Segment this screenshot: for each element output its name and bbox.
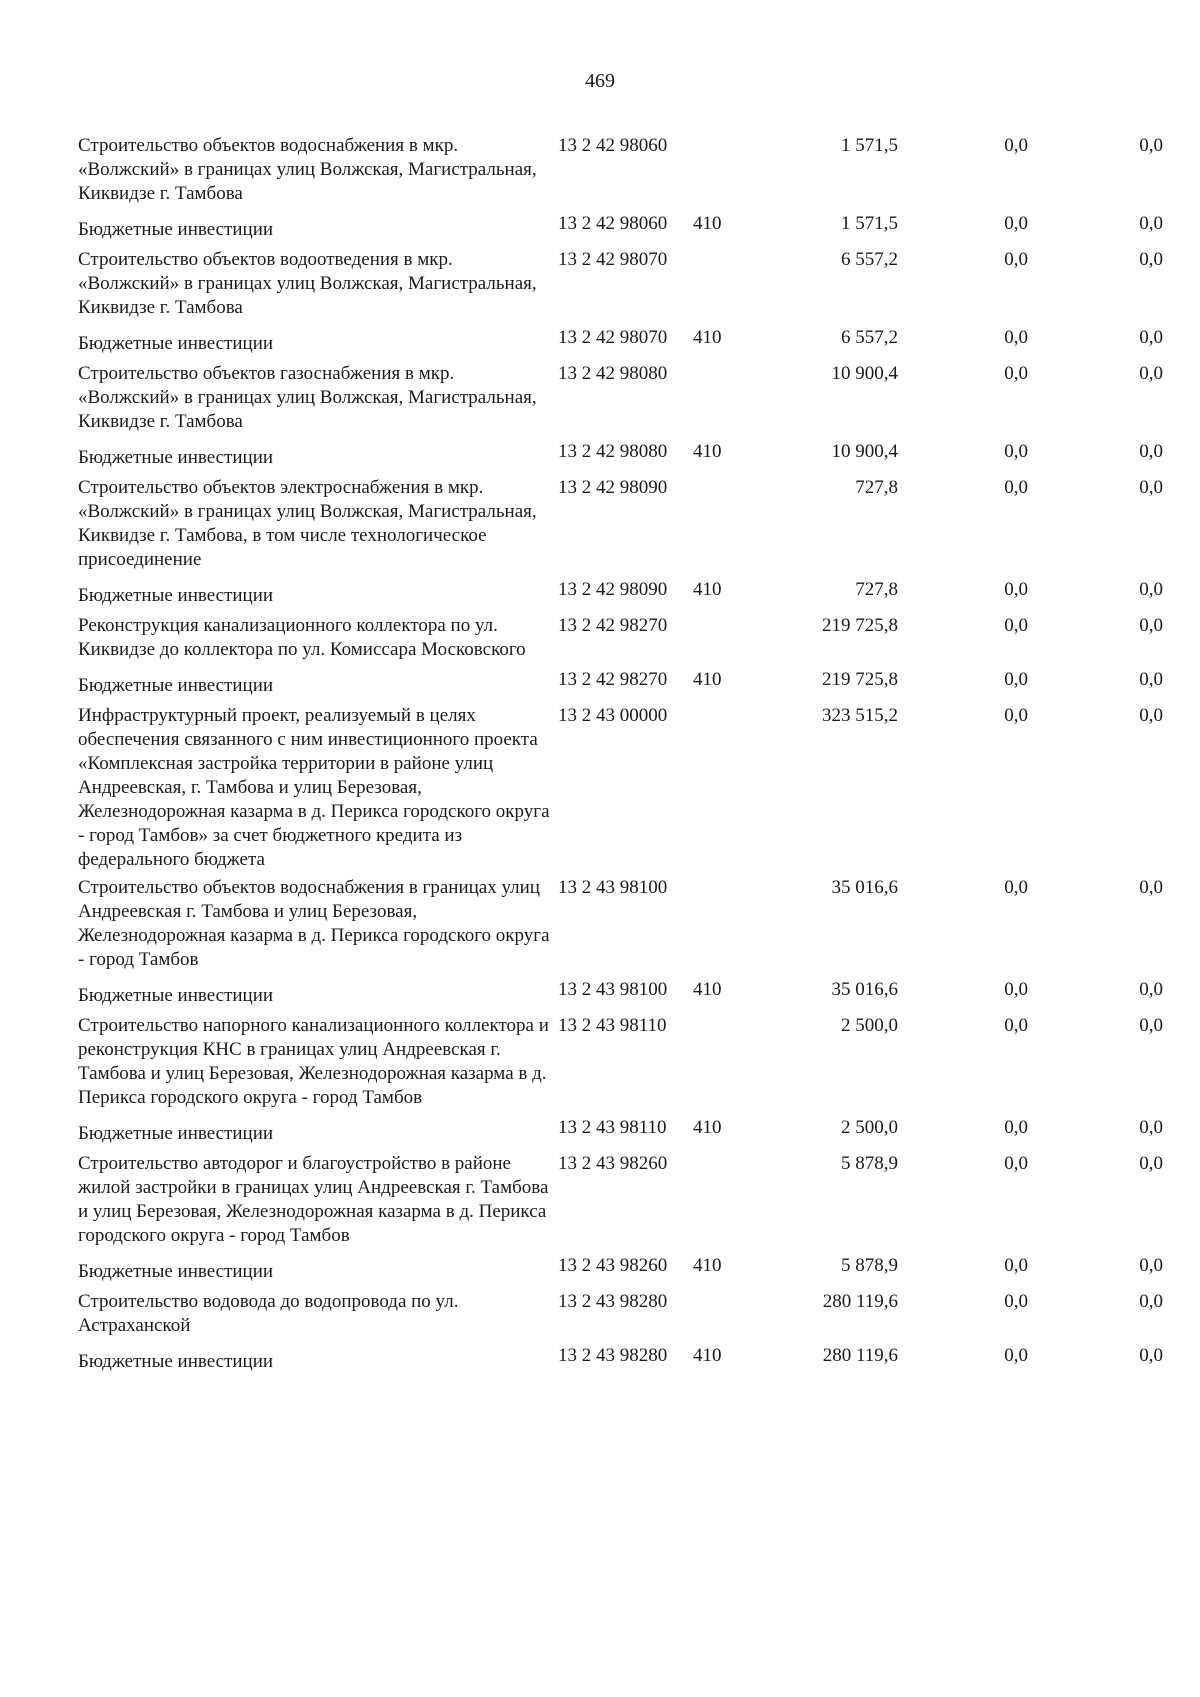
row-amount-year-2: 0,0: [1004, 705, 1028, 726]
row-expense-kind: 410: [693, 1345, 722, 1366]
table-row: [78, 1290, 1178, 1338]
row-amount-year-1: 10 900,4: [831, 363, 898, 384]
row-amount-year-3: 0,0: [1139, 477, 1163, 498]
table-row: [78, 212, 1178, 242]
row-name: Строительство автодорог и благоустройство в районе жилой застройки в границах улиц Андреевская г. Тамбова и улиц Березовая, Железнодорожная казарма в д. Перикса городского округа - город Тамбов: [78, 1153, 549, 1246]
row-expense-kind: 410: [693, 213, 722, 234]
row-code: 13 2 42 98060: [558, 135, 668, 156]
row-expense-kind: 410: [693, 579, 722, 600]
row-name: Строительство напорного канализационного коллектора и реконструкция КНС в границах улиц Андреевская г. Тамбова и улиц Березовая, Железнодорожная казарма в д. Перикса городского округа - город Тамбов: [78, 1015, 549, 1108]
row-amount-year-3: 0,0: [1139, 1345, 1163, 1366]
row-amount-year-3: 0,0: [1139, 1291, 1163, 1312]
row-code: 13 2 42 98270: [558, 615, 668, 636]
row-amount-year-2: 0,0: [1004, 579, 1028, 600]
row-name: Инфраструктурный проект, реализуемый в целях обеспечения связанного с ним инвестиционного проекта «Комплексная застройка территории в районе улиц Андреевская, г. Тамбова и улиц Березовая, Железнодорожная казарма в д. Перикса городского округа - город Тамбов» за счет бюджетного кредита из федерального бюджета: [78, 705, 550, 870]
row-code: 13 2 42 98080: [558, 363, 668, 384]
table-row: [78, 978, 1178, 1008]
row-code: 13 2 43 98280: [558, 1291, 668, 1312]
table-row: [78, 876, 1178, 972]
row-amount-year-3: 0,0: [1139, 669, 1163, 690]
row-name: Строительство объектов водоснабжения в мкр. «Волжский» в границах улиц Волжская, Магистральная, Киквидзе г. Тамбова: [78, 135, 537, 204]
row-name: Бюджетные инвестиции: [78, 585, 274, 606]
row-amount-year-2: 0,0: [1004, 249, 1028, 270]
row-amount-year-2: 0,0: [1004, 1015, 1028, 1036]
table-row: [78, 362, 1178, 434]
row-amount-year-2: 0,0: [1004, 363, 1028, 384]
row-name: Бюджетные инвестиции: [78, 1351, 274, 1372]
row-amount-year-2: 0,0: [1004, 877, 1028, 898]
row-amount-year-3: 0,0: [1139, 213, 1163, 234]
row-code: 13 2 42 98070: [558, 327, 668, 348]
row-expense-kind: 410: [693, 979, 722, 1000]
row-name: Реконструкция канализационного коллектора по ул. Киквидзе до коллектора по ул. Комиссара Московского: [78, 615, 526, 660]
row-name: Бюджетные инвестиции: [78, 1123, 274, 1144]
table-row: [78, 578, 1178, 608]
row-amount-year-3: 0,0: [1139, 979, 1163, 1000]
row-code: 13 2 42 98090: [558, 579, 668, 600]
row-code: 13 2 42 98270: [558, 669, 668, 690]
table-row: [78, 614, 1178, 662]
row-amount-year-1: 219 725,8: [822, 615, 898, 636]
row-name: Бюджетные инвестиции: [78, 333, 274, 354]
row-amount-year-3: 0,0: [1139, 441, 1163, 462]
row-expense-kind: 410: [693, 1255, 722, 1276]
row-amount-year-3: 0,0: [1139, 877, 1163, 898]
row-amount-year-2: 0,0: [1004, 1345, 1028, 1366]
row-expense-kind: 410: [693, 441, 722, 462]
row-expense-kind: 410: [693, 669, 722, 690]
row-amount-year-1: 1 571,5: [841, 213, 898, 234]
row-code: 13 2 43 98260: [558, 1255, 668, 1276]
table-row: [78, 248, 1178, 320]
row-amount-year-1: 6 557,2: [841, 249, 898, 270]
row-amount-year-2: 0,0: [1004, 213, 1028, 234]
row-name: Строительство водовода до водопровода по ул. Астраханской: [78, 1291, 459, 1336]
row-code: 13 2 42 98060: [558, 213, 668, 234]
row-code: 13 2 43 98280: [558, 1345, 668, 1366]
row-amount-year-3: 0,0: [1139, 1117, 1163, 1138]
row-amount-year-2: 0,0: [1004, 615, 1028, 636]
row-amount-year-2: 0,0: [1004, 441, 1028, 462]
row-name: Строительство объектов электроснабжения в мкр. «Волжский» в границах улиц Волжская, Магистральная, Киквидзе г. Тамбова, в том числе технологическое присоединение: [78, 477, 537, 570]
row-amount-year-3: 0,0: [1139, 1015, 1163, 1036]
row-amount-year-1: 5 878,9: [841, 1153, 898, 1174]
row-expense-kind: 410: [693, 327, 722, 348]
row-amount-year-1: 280 119,6: [822, 1291, 898, 1312]
table-row: [78, 326, 1178, 356]
row-amount-year-3: 0,0: [1139, 705, 1163, 726]
row-code: 13 2 43 98100: [558, 979, 668, 1000]
table-row: [78, 440, 1178, 470]
row-amount-year-3: 0,0: [1139, 363, 1163, 384]
table-row: [78, 1254, 1178, 1284]
page-number: 469: [585, 70, 615, 92]
row-name: Бюджетные инвестиции: [78, 1261, 274, 1282]
row-amount-year-3: 0,0: [1139, 327, 1163, 348]
row-amount-year-1: 35 016,6: [831, 979, 898, 1000]
row-expense-kind: 410: [693, 1117, 722, 1138]
table-row: [78, 1014, 1178, 1110]
row-amount-year-1: 727,8: [855, 579, 898, 600]
row-amount-year-3: 0,0: [1139, 579, 1163, 600]
row-amount-year-3: 0,0: [1139, 1255, 1163, 1276]
row-amount-year-2: 0,0: [1004, 1291, 1028, 1312]
table-row: [78, 1152, 1178, 1248]
row-code: 13 2 42 98080: [558, 441, 668, 462]
table-row: [78, 1344, 1178, 1374]
row-amount-year-1: 2 500,0: [841, 1117, 898, 1138]
budget-table: [78, 130, 1178, 1380]
row-code: 13 2 42 98090: [558, 477, 668, 498]
row-amount-year-2: 0,0: [1004, 1117, 1028, 1138]
row-name: Бюджетные инвестиции: [78, 219, 274, 240]
row-amount-year-1: 10 900,4: [831, 441, 898, 462]
row-code: 13 2 43 98110: [558, 1015, 667, 1036]
row-name: Бюджетные инвестиции: [78, 985, 274, 1006]
table-row: [78, 1116, 1178, 1146]
row-amount-year-1: 35 016,6: [831, 877, 898, 898]
row-amount-year-3: 0,0: [1139, 615, 1163, 636]
row-amount-year-2: 0,0: [1004, 327, 1028, 348]
table-row: [78, 476, 1178, 572]
row-code: 13 2 43 98260: [558, 1153, 668, 1174]
row-amount-year-2: 0,0: [1004, 135, 1028, 156]
table-row: [78, 668, 1178, 698]
row-code: 13 2 42 98070: [558, 249, 668, 270]
table-row: [78, 134, 1178, 206]
row-name: Строительство объектов водоснабжения в границах улиц Андреевская г. Тамбова и улиц Березовая, Железнодорожная казарма в д. Перикса городского округа - город Тамбов: [78, 877, 550, 970]
row-amount-year-1: 219 725,8: [822, 669, 898, 690]
row-code: 13 2 43 98110: [558, 1117, 667, 1138]
row-name: Строительство объектов водоотведения в мкр. «Волжский» в границах улиц Волжская, Магистральная, Киквидзе г. Тамбова: [78, 249, 537, 318]
row-amount-year-2: 0,0: [1004, 1255, 1028, 1276]
row-amount-year-2: 0,0: [1004, 669, 1028, 690]
row-amount-year-3: 0,0: [1139, 135, 1163, 156]
row-amount-year-1: 6 557,2: [841, 327, 898, 348]
row-amount-year-3: 0,0: [1139, 249, 1163, 270]
row-amount-year-1: 5 878,9: [841, 1255, 898, 1276]
row-code: 13 2 43 98100: [558, 877, 668, 898]
row-amount-year-2: 0,0: [1004, 979, 1028, 1000]
row-amount-year-2: 0,0: [1004, 1153, 1028, 1174]
row-name: Бюджетные инвестиции: [78, 447, 274, 468]
row-amount-year-1: 323 515,2: [822, 705, 898, 726]
row-amount-year-2: 0,0: [1004, 477, 1028, 498]
row-amount-year-1: 2 500,0: [841, 1015, 898, 1036]
row-name: Строительство объектов газоснабжения в мкр. «Волжский» в границах улиц Волжская, Магистральная, Киквидзе г. Тамбова: [78, 363, 537, 432]
row-amount-year-1: 1 571,5: [841, 135, 898, 156]
row-amount-year-1: 727,8: [855, 477, 898, 498]
table-row: [78, 704, 1178, 872]
row-amount-year-3: 0,0: [1139, 1153, 1163, 1174]
row-code: 13 2 43 00000: [558, 705, 668, 726]
row-name: Бюджетные инвестиции: [78, 675, 274, 696]
row-amount-year-1: 280 119,6: [822, 1345, 898, 1366]
